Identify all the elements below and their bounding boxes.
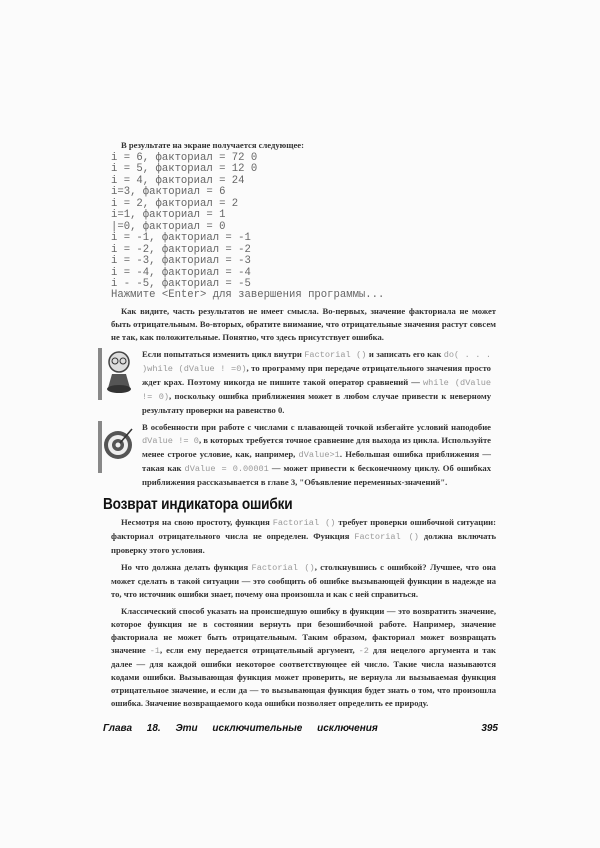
paragraph [111, 516, 496, 557]
listing-line: i = -2, факториал = -2 [111, 243, 251, 256]
text: Но что должна делать функция [121, 561, 252, 572]
listing-line: i=1, факториал = 1 [111, 209, 226, 222]
listing-line: i = 5, факториал = 12 0 [111, 163, 258, 176]
text: — может привести к бесконечному циклу. Об ошибках приближения рассказывается в главе 3, "Объявление переменных-значений". [142, 462, 491, 487]
listing-line: i = 4, факториал = 24 [111, 174, 245, 187]
code: dValue = 0.00001 [184, 463, 269, 474]
tip-box [98, 348, 498, 417]
text: , в которых требуется точное сравнение для выхода из цикла. Используйте менее строгое условие, как, например, [142, 434, 491, 459]
paragraph: Как видите, часть результатов не имеет смысла. Во-первых, значение факториала не может быть отрицательным. Во-вторых, обратите внимание, что отрицательные значения растут совсем не так, как положительные. Понятно, что здесь присутствует ошибка. [111, 305, 496, 342]
text: требует проверки ошибочной ситуации: факториал отрицательного числа не определен. Функция [111, 516, 496, 541]
listing-line: i = -3, факториал = -3 [111, 255, 251, 268]
listing-line: i - -5, факториал = -5 [111, 277, 251, 290]
listing-line: i=3, факториал = 6 [111, 186, 226, 199]
tip-box [98, 421, 498, 489]
text: Классический способ указать на происшедшую ошибку в функции — это возвратить значение, которое функция не в состоянии вернуть при безошибочной работе. Например, значение факториала не может быть отрицательным. Таким образом, факториал может возвращать значение [111, 605, 496, 655]
tip-text [142, 348, 491, 417]
code: Factorial () [304, 349, 367, 360]
text: . Небольшая ошибка приближения — такая как [142, 448, 491, 473]
paragraph [111, 605, 496, 710]
paragraph [111, 561, 496, 601]
listing-line: i = -1, факториал = -1 [111, 232, 251, 245]
listing-line: |=0, факториал = 0 [111, 220, 226, 233]
chapter-title: Глава 18. Эти исключительные исключения [103, 722, 378, 734]
target-tip-icon [98, 421, 138, 473]
listing-line: i = 2, факториал = 2 [111, 197, 239, 210]
text: Несмотря на свою простоту, функция [121, 516, 273, 527]
listing-line: Нажмите <Enter> для завершения программы... [111, 289, 385, 302]
intro-text: В результате на экране получается следующее: [121, 140, 304, 150]
page-footer [103, 722, 498, 736]
text: Если попытаться изменить цикл внутри [142, 348, 305, 359]
tip-text [142, 421, 491, 489]
code: Factorial () [354, 531, 419, 542]
section-body [111, 516, 496, 710]
code: while (dValue != 0) [142, 377, 492, 402]
text: должна включать проверку этого условия. [111, 530, 496, 555]
text: для нецелого аргумента и так далее — для каждой ошибки некоторое соответствующее ей число. Такие числа называются кодами ошибки. Вызывающая функция может проверить, не вернула ли вызываемая функция отрицательное значение, и если да — то вызывающая функция будет знать о том, что произошла ошибка. Значение возвращаемого кода ошибки позволяет определить ее природу. [111, 644, 496, 708]
code: dValue != 0 [142, 435, 199, 446]
page-number: 395 [481, 722, 498, 734]
page-content [103, 139, 498, 736]
text: , то программу при передаче отрицательного значения просто ждет крах. Поэтому никогда не пишите такой оператор сравнений — [142, 362, 491, 387]
code: dValue>1 [298, 449, 340, 460]
code: Factorial () [272, 517, 336, 528]
text: , если ему передается отрицательный аргумент, [160, 644, 359, 655]
section-heading: Возврат индикатора ошибки [103, 495, 293, 513]
text: В особенности при работе с числами с плавающей точкой избегайте условий наподобие [142, 421, 491, 432]
technical-stuff-icon [98, 348, 138, 400]
code: -2 [358, 645, 369, 656]
code: do( . . . )while (dValue ! =0) [142, 349, 491, 374]
code: -1 [149, 645, 161, 656]
text: и записать его как [366, 348, 444, 359]
text: , поскольку ошибка приближения может в любом случае привести к неверному результату проверки на равенство 0. [142, 390, 491, 415]
listing-line: i = 6, факториал = 72 0 [111, 152, 258, 164]
code: Factorial () [251, 562, 315, 573]
listing-line: i = -4, факториал = -4 [111, 266, 251, 279]
program-output-listing [111, 153, 498, 302]
text: , столкнувшись с ошибкой? Лучшее, что она может сделать в такой ситуации — это сообщить об ошибке вызывающей функции в надежде на то, что источник ошибки знает, почему она произошла и как с ней справиться. [111, 561, 496, 599]
